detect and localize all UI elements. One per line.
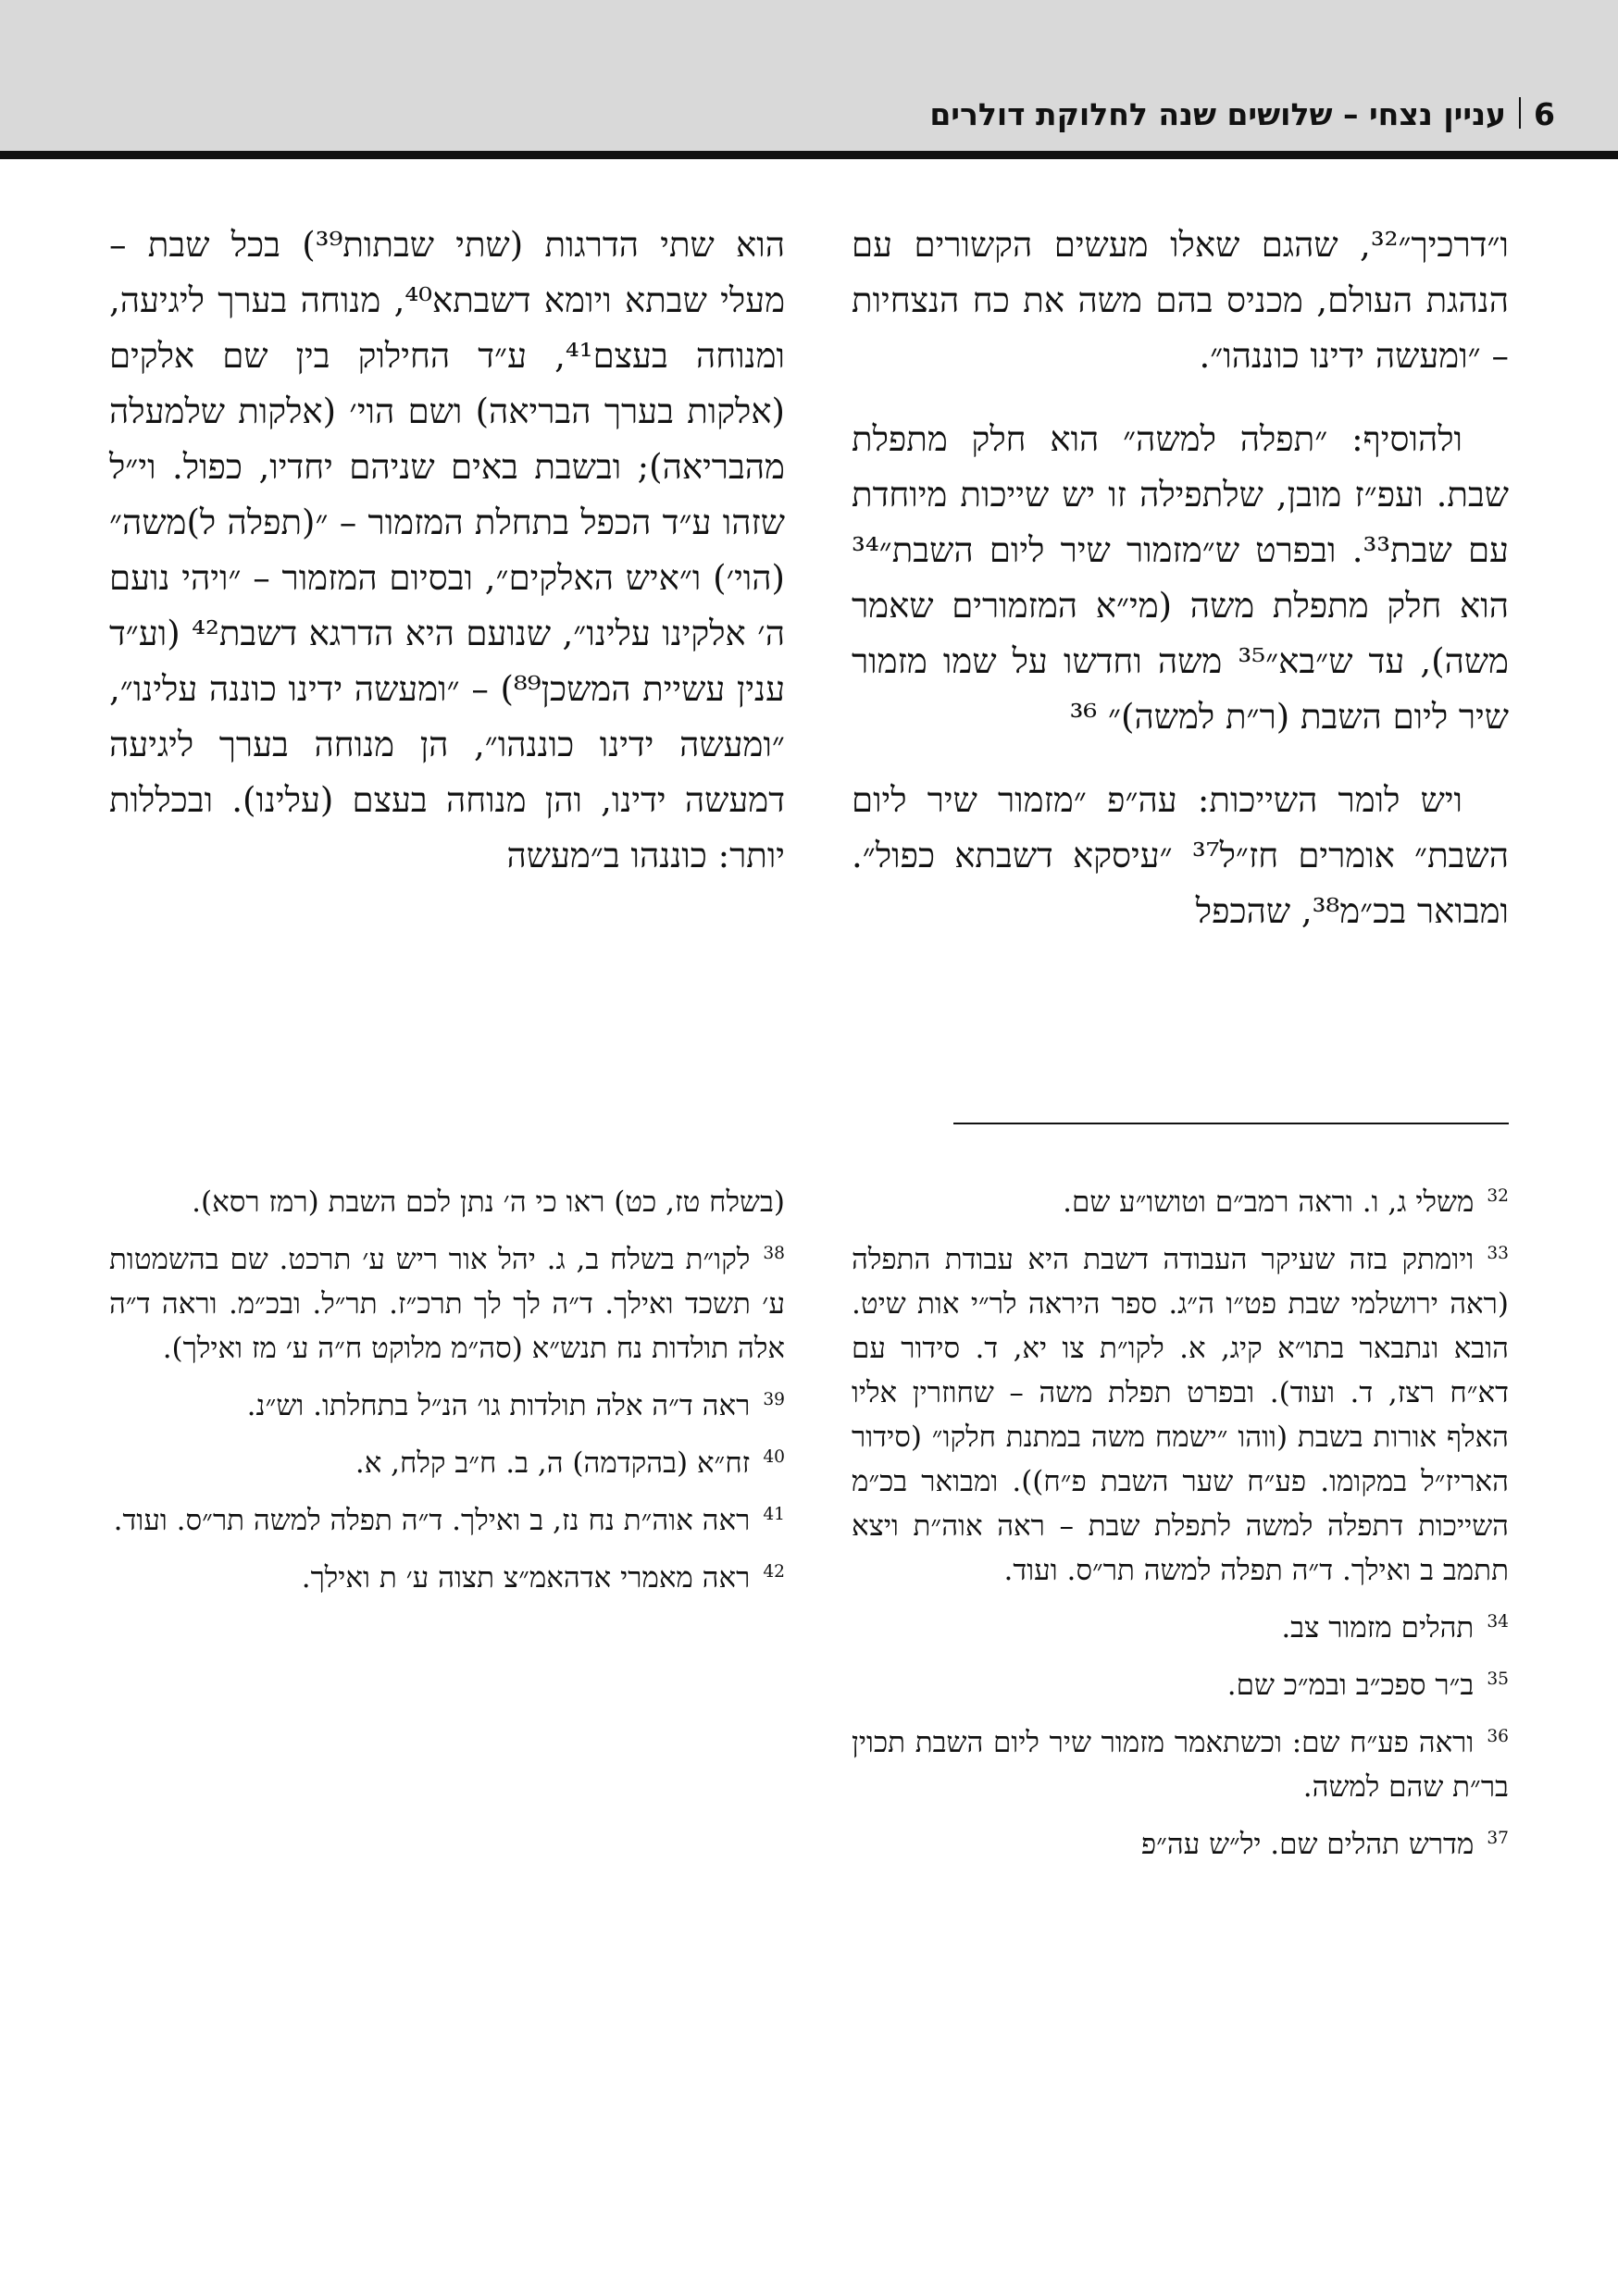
footnote-text: משלי ג, ו. וראה רמב״ם וטושו״ע שם.	[1063, 1185, 1475, 1219]
footnote-text: ויומתק בזה שעיקר העבודה דשבת היא עבודת התפלה (ראה ירושלמי שבת פט״ו ה״ג. ספר היראה לר״י אות שיט. הובא ונתבאר בתו״א קיג, א. לקו״ת צו יא, ד. סידור עם דא״ח רצז, ד. ועוד). ובפרט תפלת משה – שחוזרין אליו האלף אורות בשבת (ווהו ״ישמח משה במתנת חלקו״ (סידור האריז״ל במקומו. פע״ח שער השבת פ״ח)). ומבואר בכ״מ השייכות דתפלה למשה לתפלת שבת – ראה אוה״ת ויצא תתמב ב ואילך. ד״ה תפלה למשה תר״ס. ועוד.	[852, 1243, 1509, 1587]
paragraph: ויש לומר השייכות: עה״פ ״מזמור שיר ליום השבת״ אומרים חז״ל³⁷ ״עיסקא דשבתא כפול״. ומבואר בכ״מ³⁸, שהכפל	[852, 780, 1509, 931]
footnote-number: 34	[1487, 1611, 1509, 1632]
paragraph: ולהוסיף: ״תפלה למשה״ הוא חלק מתפלת שבת. ועפ״ז מובן, שלתפילה זו יש שייכות מיוחדת עם שבת³³. ובפרט ש״מזמור שיר ליום השבת״³⁴ הוא חלק מתפלת משה (מי״א המזמורים שאמר משה), עד ש״בא״³⁵ משה וחדשו על שמו מזמור שיר ליום השבת (ר״ת למשה)״ ³⁶	[852, 419, 1509, 737]
footnote-text: זח״א (בהקדמה) ה, ב. ח״ב קלח, א.	[355, 1446, 751, 1480]
footnote-number: 41	[763, 1504, 785, 1524]
footnote-number: 40	[763, 1446, 785, 1467]
paragraph: הוא שתי הדרגות (שתי שבתות³⁹) בכל שבת – מעלי שבתא ויומא דשבתא⁴⁰, מנוחה בערך ליגיעה, ומנוחה בעצם⁴¹, ע״ד החילוק בין שם אלקים (אלקות בערך הבריאה) ושם הוי׳ (אלקות שלמעלה מהבריאה); ובשבת באים שניהם יחדיו, כפול. וי״ל שזהו ע״ד הכפל בתחלת המזמור – ״(תפלה ל)משה״ (הוי׳) ו״איש האלקים״, ובסיום המזמור – ״ויהי נועם ה׳ אלקינו עלינו״, שנועם היא הדרגא דשבת⁴² (וע״ד ענין עשיית המשכן⁸⁹) – ״ומעשה ידינו כוננה עלינו״, ״ומעשה ידינו כוננהו״, הן מנוחה בערך ליגיעה דמעשה ידינו, והן מנוחה בעצם (עלינו). ובכללות יותר: כוננהו ב״מעשה	[109, 225, 786, 875]
footnote	[109, 1441, 785, 1485]
running-title: עניין נצחי – שלושים שנה לחלוקת דולרים	[929, 96, 1507, 132]
footnote-number: 32	[1487, 1185, 1509, 1206]
footnote	[852, 1606, 1509, 1650]
footnote	[109, 1384, 785, 1428]
running-head	[796, 96, 1555, 143]
footnote-text: (בשלח טז, כט) ראו כי ה׳ נתן לכם השבת (רמז רסא).	[192, 1185, 785, 1219]
footnote-number: 42	[763, 1561, 785, 1582]
footnote	[852, 1237, 1509, 1593]
footnotes-right-column	[852, 1180, 1509, 1880]
main-text-left-column	[109, 217, 785, 912]
footnote-number: 35	[1487, 1669, 1509, 1689]
footnote-separator	[953, 1123, 1509, 1124]
footnote-number: 36	[1487, 1726, 1509, 1746]
footnote-text: וראה פע״ח שם: וכשתאמר מזמור שיר ליום השבת תכוין בר״ת שהם למשה.	[852, 1726, 1509, 1804]
footnote-text: ראה ד״ה אלה תולדות גו׳ הנ״ל בתחלתו. וש״נ.	[246, 1389, 751, 1422]
footnote	[109, 1498, 785, 1543]
header-separator	[1519, 97, 1521, 129]
footnote	[852, 1180, 1509, 1224]
footnote	[852, 1663, 1509, 1707]
footnote	[109, 1237, 785, 1371]
paragraph: ו״דרכיך״³², שהגם שאלו מעשים הקשורים עם הנהגת העולם, מכניס בהם משה את כח הנצחיות – ״ומעשה ידינו כוננהו״.	[852, 225, 1509, 376]
header-rule	[0, 151, 1618, 159]
footnote-text: ב״ר ספכ״ב ובמ״כ שם.	[1226, 1669, 1475, 1702]
main-text-right-column	[852, 217, 1509, 967]
page-number: 6	[1534, 96, 1555, 132]
footnote-number: 39	[763, 1389, 785, 1409]
footnote	[109, 1556, 785, 1600]
footnote	[852, 1720, 1509, 1809]
footnote-text: לקו״ת בשלח ב, ג. יהל אור ריש ע׳ תרכט. שם בהשמטות ע׳ תשכד ואילך. ד״ה לך לך תרכ״ז. תר״ל. ובכ״מ. וראה ד״ה אלה תולדות נח תנש״א (סה״מ מלוקט ח״ה ע׳ מז ואילך).	[109, 1243, 785, 1365]
footnote-text: מדרש תהלים שם. יל״ש עה״פ	[1140, 1828, 1475, 1861]
footnote-number: 38	[763, 1243, 785, 1263]
footnote-number: 37	[1487, 1828, 1509, 1848]
footnote-continuation	[109, 1180, 785, 1224]
footnote	[852, 1822, 1509, 1867]
footnote-text: ראה מאמרי אדהאמ״צ תצוה ע׳ ת ואילך.	[301, 1561, 751, 1595]
footnote-number: 33	[1487, 1243, 1509, 1263]
footnote-text: תהלים מזמור צב.	[1281, 1611, 1475, 1644]
footnotes-left-column	[109, 1180, 785, 1613]
footnote-text: ראה אוה״ת נח נז, ב ואילך. ד״ה תפלה למשה תר״ס. ועוד.	[113, 1504, 751, 1537]
